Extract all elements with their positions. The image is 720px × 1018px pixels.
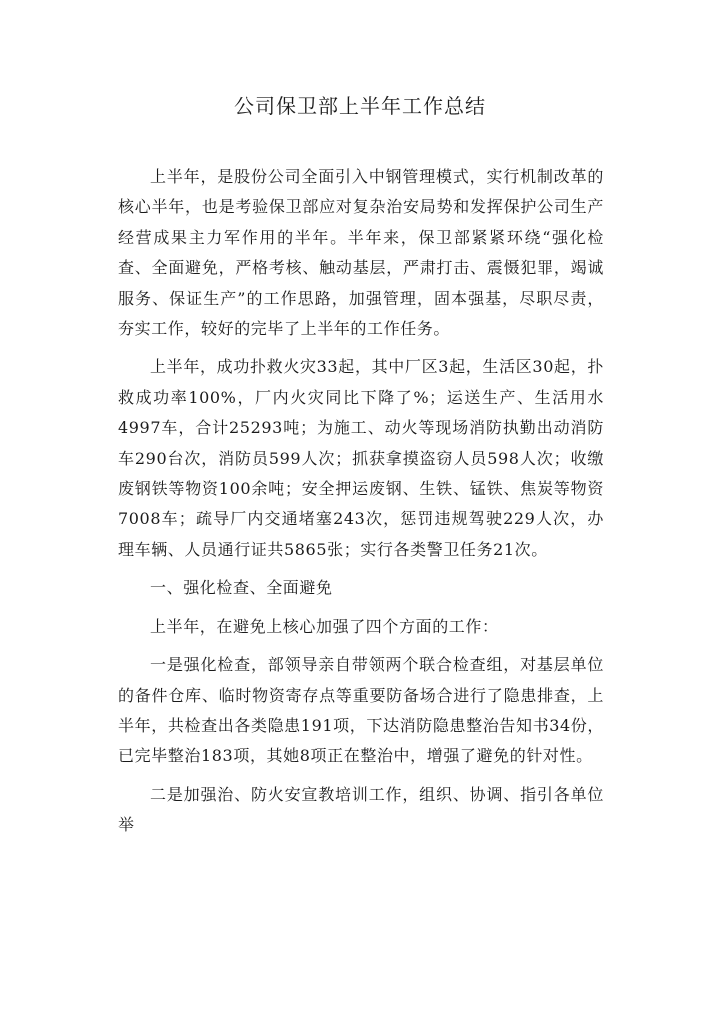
paragraph-section-1-intro: 上半年，在避免上核心加强了四个方面的工作： <box>150 616 499 636</box>
paragraph-statistics: 上半年，成功扑救火灾33起，其中厂区3起，生活区30起，扑救成功率100%，厂内火灾同比下降了%；运送生产、生活用水4997车，合计25293吨；为施工、动火等现场消防执勤出动消防车290台次，消防员599人次；抓获拿摸盗窃人员598人次；收缴废钢铁等物资100余吨；安全押运废钢、生铁、锰铁、焦炭等物资7008车；疏导厂内交通堵塞243次，惩罚违规驾驶229人次，办理车辆、人员通行证共5865张；实行各类警卫任务21次。 <box>118 357 604 559</box>
paragraph-item-2: 二是加强治、防火安宣教培训工作，组织、协调、指引各单位举 <box>118 784 604 835</box>
section-heading-1: 一、强化检查、全面避免 <box>150 578 333 598</box>
paragraph-item-1: 一是强化检查，部领导亲自带领两个联合检查组，对基层单位的备件仓库、临时物资寄存点等重要防备场合进行了隐患排查，上半年，共检查出各类隐患191项，下达消防隐患整治告知书34份，已完毕整治183项，其她8项正在整治中，增强了避免的针对性。 <box>118 655 604 766</box>
paragraph-intro: 上半年，是股份公司全面引入中钢管理模式，实行机制改革的核心半年，也是考验保卫部应对复杂治安局势和发挥保护公司生产经营成果主力军作用的半年。半年来，保卫部紧紧环绕“强化检查、全面避免，严格考核、触动基层，严肃打击、震慑犯罪，竭诚服务、保证生产”的工作思路，加强管理，固本强基，尽职尽责，夯实工作，较好的完毕了上半年的工作任务。 <box>118 167 604 339</box>
document-body <box>118 162 604 841</box>
document-title: 公司保卫部上半年工作总结 <box>234 94 486 118</box>
